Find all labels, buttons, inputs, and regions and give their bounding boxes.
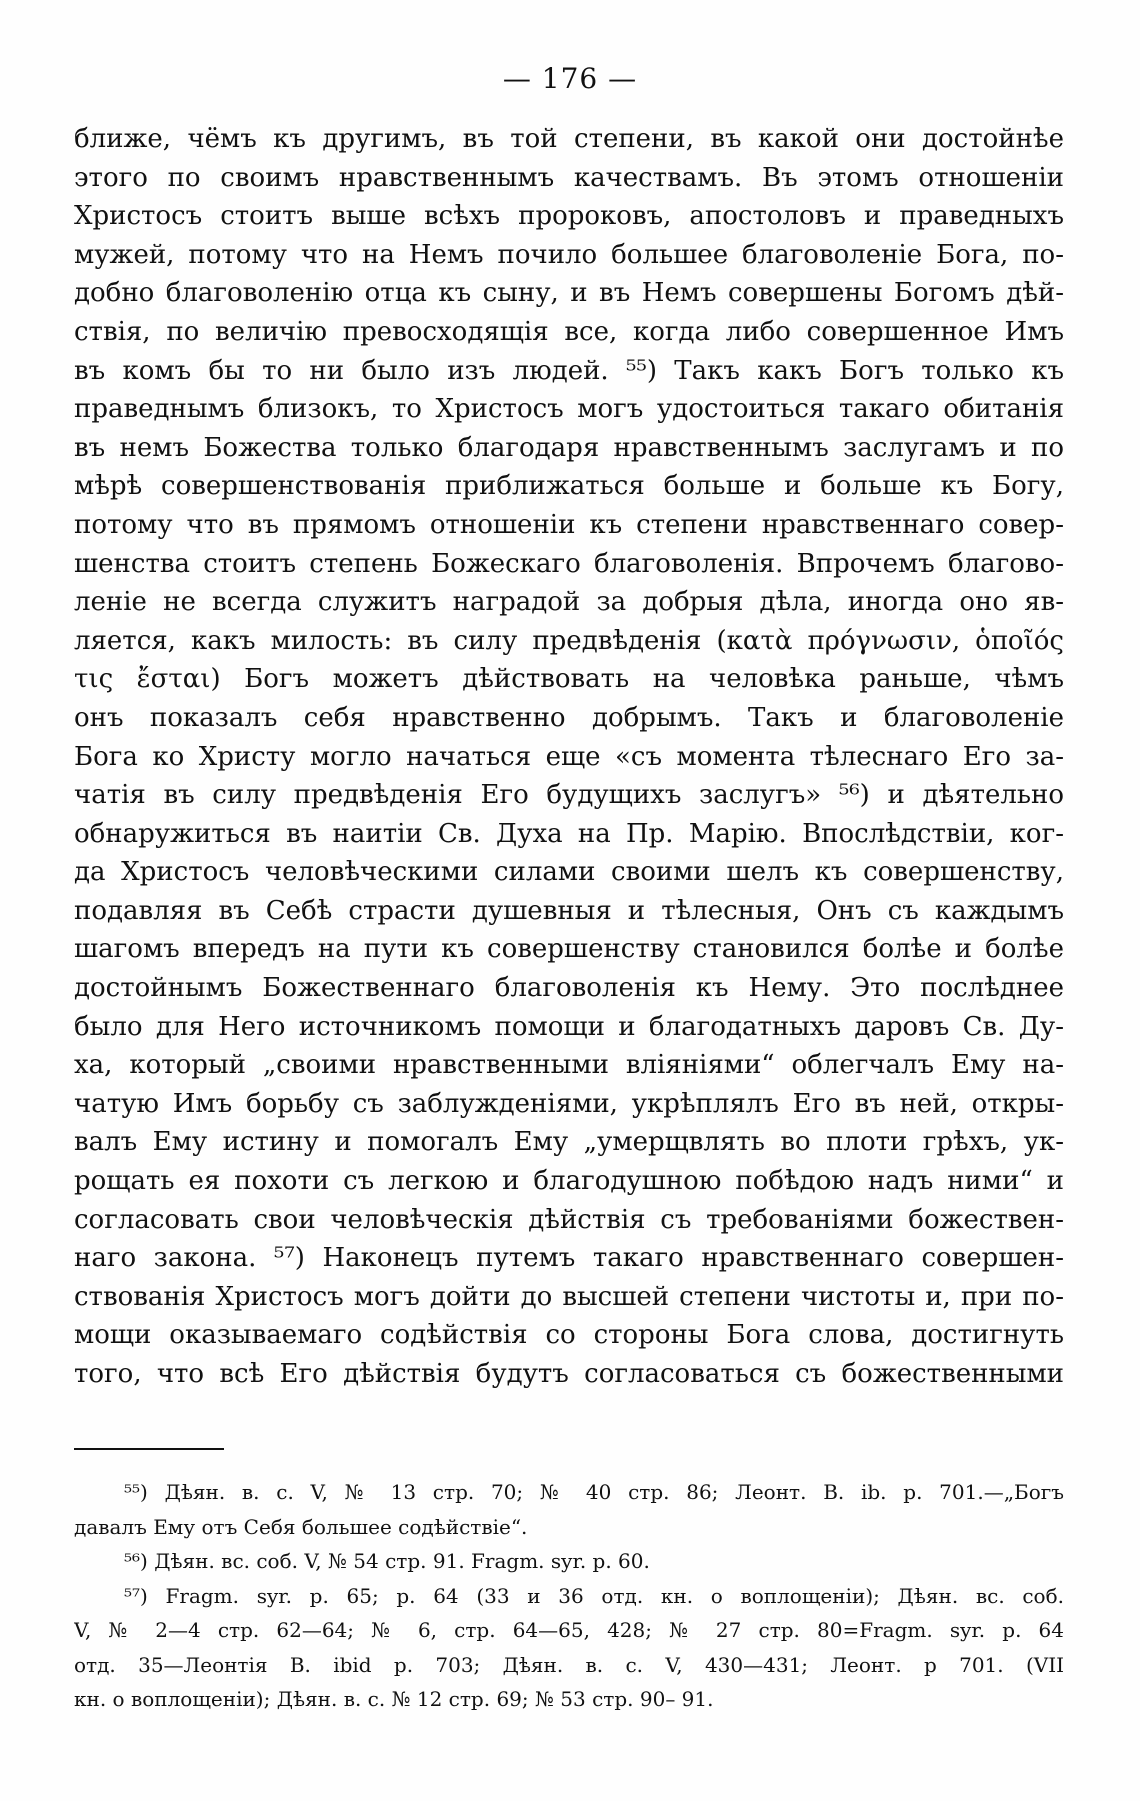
text-line: чатую Имъ борьбу съ заблужденіями, укрѣплялъ Его въ ней, откры-	[74, 1088, 1064, 1119]
text-line: онъ показалъ себя нравственно добрымъ. Такъ и благоволеніе	[74, 702, 1064, 733]
main-text	[74, 120, 1064, 1394]
text-line: подавляя въ Себѣ страсти душевныя и тѣлесныя, Онъ съ каждымъ	[74, 895, 1064, 926]
text-line: да Христосъ человѣческими силами своими шелъ къ совершенству,	[74, 857, 1064, 888]
footnote-line: V, № 2—4 стр. 62—64; № 6, стр. 64—65, 428; № 27 стр. 80=Fragm. syr. p. 64	[74, 1618, 1064, 1642]
text-line: шагомъ впередъ на пути къ совершенству становился болѣе и болѣе	[74, 934, 1064, 965]
text-line: было для Него источникомъ помощи и благодатныхъ даровъ Св. Ду-	[74, 1011, 1064, 1042]
text-line: чатія въ силу предвѣденія Его будущихъ заслугъ» ⁵⁶) и дѣятельно	[74, 780, 1064, 811]
text-line: τις ἔσται) Богъ можетъ дѣйствовать на человѣка раньше, чѣмъ	[74, 664, 1064, 695]
text-line: ха, который „своими нравственными вліяніями“ облегчалъ Ему на-	[74, 1050, 1064, 1081]
footnote-line: ⁵⁵) Дѣян. в. с. V, № 13 стр. 70; № 40 стр. 86; Леонт. В. ib. p. 701.—„Богъ	[124, 1480, 1064, 1504]
text-line: добно благоволенію отца къ сыну, и въ Немъ совершены Богомъ дѣй-	[74, 278, 1064, 309]
text-line: леніе не всегда служитъ наградой за добрыя дѣла, иногда оно яв-	[74, 587, 1064, 618]
text-line: этого по своимъ нравственнымъ качествамъ. Въ этомъ отношеніи	[74, 162, 1064, 193]
text-line: Бога ко Христу могло начаться еще «съ момента тѣлеснаго Его за-	[74, 741, 1064, 772]
footnote-line: давалъ Ему отъ Себя большее содѣйствіе“.	[74, 1514, 528, 1539]
footnote-line: ⁵⁷) Fragm. syr. p. 65; p. 64 (33 и 36 отд. кн. о воплощеніи); Дѣян. вс. соб.	[124, 1583, 1064, 1608]
text-line: ближе, чёмъ къ другимъ, въ той степени, въ какой они достойнѣе	[74, 124, 1064, 154]
footnote-line: отд. 35—Леонтія В. ibid p. 703; Дѣян. в. с. V, 430—431; Леонт. p 701. (VII	[74, 1652, 1064, 1677]
text-line: ствія, по величію превосходящія все, когда либо совершенное Имъ	[74, 316, 1064, 347]
footnotes	[74, 1475, 1064, 1717]
text-line: ляется, какъ милость: въ силу предвѣденія (κατὰ πρόγνωσιν, ὁποῖός	[74, 625, 1064, 656]
page-number: — 176 —	[502, 62, 638, 95]
text-line: достойнымъ Божественнаго благоволенія къ Нему. Это послѣднее	[74, 973, 1064, 1004]
text-line: мощи оказываемаго содѣйствія со стороны Бога слова, достигнуть	[74, 1320, 1064, 1351]
text-line: мужей, потому что на Немъ почило большее благоволеніе Бога, по-	[74, 239, 1064, 270]
text-line: рощать ея похоти съ легкою и благодушною побѣдою надъ ними“ и	[74, 1166, 1064, 1197]
text-line: потому что въ прямомъ отношеніи къ степени нравственнаго совер-	[74, 509, 1064, 540]
text-line: въ немъ Божества только благодаря нравственнымъ заслугамъ и по	[74, 432, 1064, 463]
text-line: ствованія Христосъ могъ дойти до высшей степени чистоты и, при по-	[74, 1281, 1064, 1312]
text-line: праведнымъ близокъ, то Христосъ могъ удостоиться такаго обитанія	[74, 394, 1064, 425]
footnote-divider	[74, 1448, 224, 1450]
footnote-line: кн. о воплощеніи); Дѣян. в. с. № 12 стр. 69; № 53 стр. 90– 91.	[74, 1687, 714, 1711]
text-line: въ комъ бы то ни было изъ людей. ⁵⁵) Такъ какъ Богъ только къ	[74, 355, 1064, 386]
text-line: шенства стоитъ степень Божескаго благоволенія. Впрочемъ благово-	[74, 548, 1064, 579]
text-line: Христосъ стоитъ выше всѣхъ пророковъ, апостоловъ и праведныхъ	[74, 201, 1064, 232]
footnote-line: ⁵⁶) Дѣян. вс. соб. V, № 54 стр. 91. Fragm. syr. p. 60.	[124, 1549, 650, 1573]
text-line: валъ Ему истину и помогалъ Ему „умерщвлять во плоти грѣхъ, ук-	[74, 1127, 1064, 1158]
text-line: обнаружиться въ наитіи Св. Духа на Пр. Марію. Впослѣдствіи, ког-	[74, 818, 1064, 849]
text-line: мѣрѣ совершенствованія приближаться больше и больше къ Богу,	[74, 471, 1064, 502]
text-line: того, что всѣ Его дѣйствія будутъ согласоваться съ божественными	[74, 1359, 1064, 1389]
text-line: наго закона. ⁵⁷) Наконецъ путемъ такаго нравственнаго совершен-	[74, 1243, 1064, 1274]
text-line: согласовать свои человѣческія дѣйствія съ требованіями божествен-	[74, 1204, 1064, 1235]
